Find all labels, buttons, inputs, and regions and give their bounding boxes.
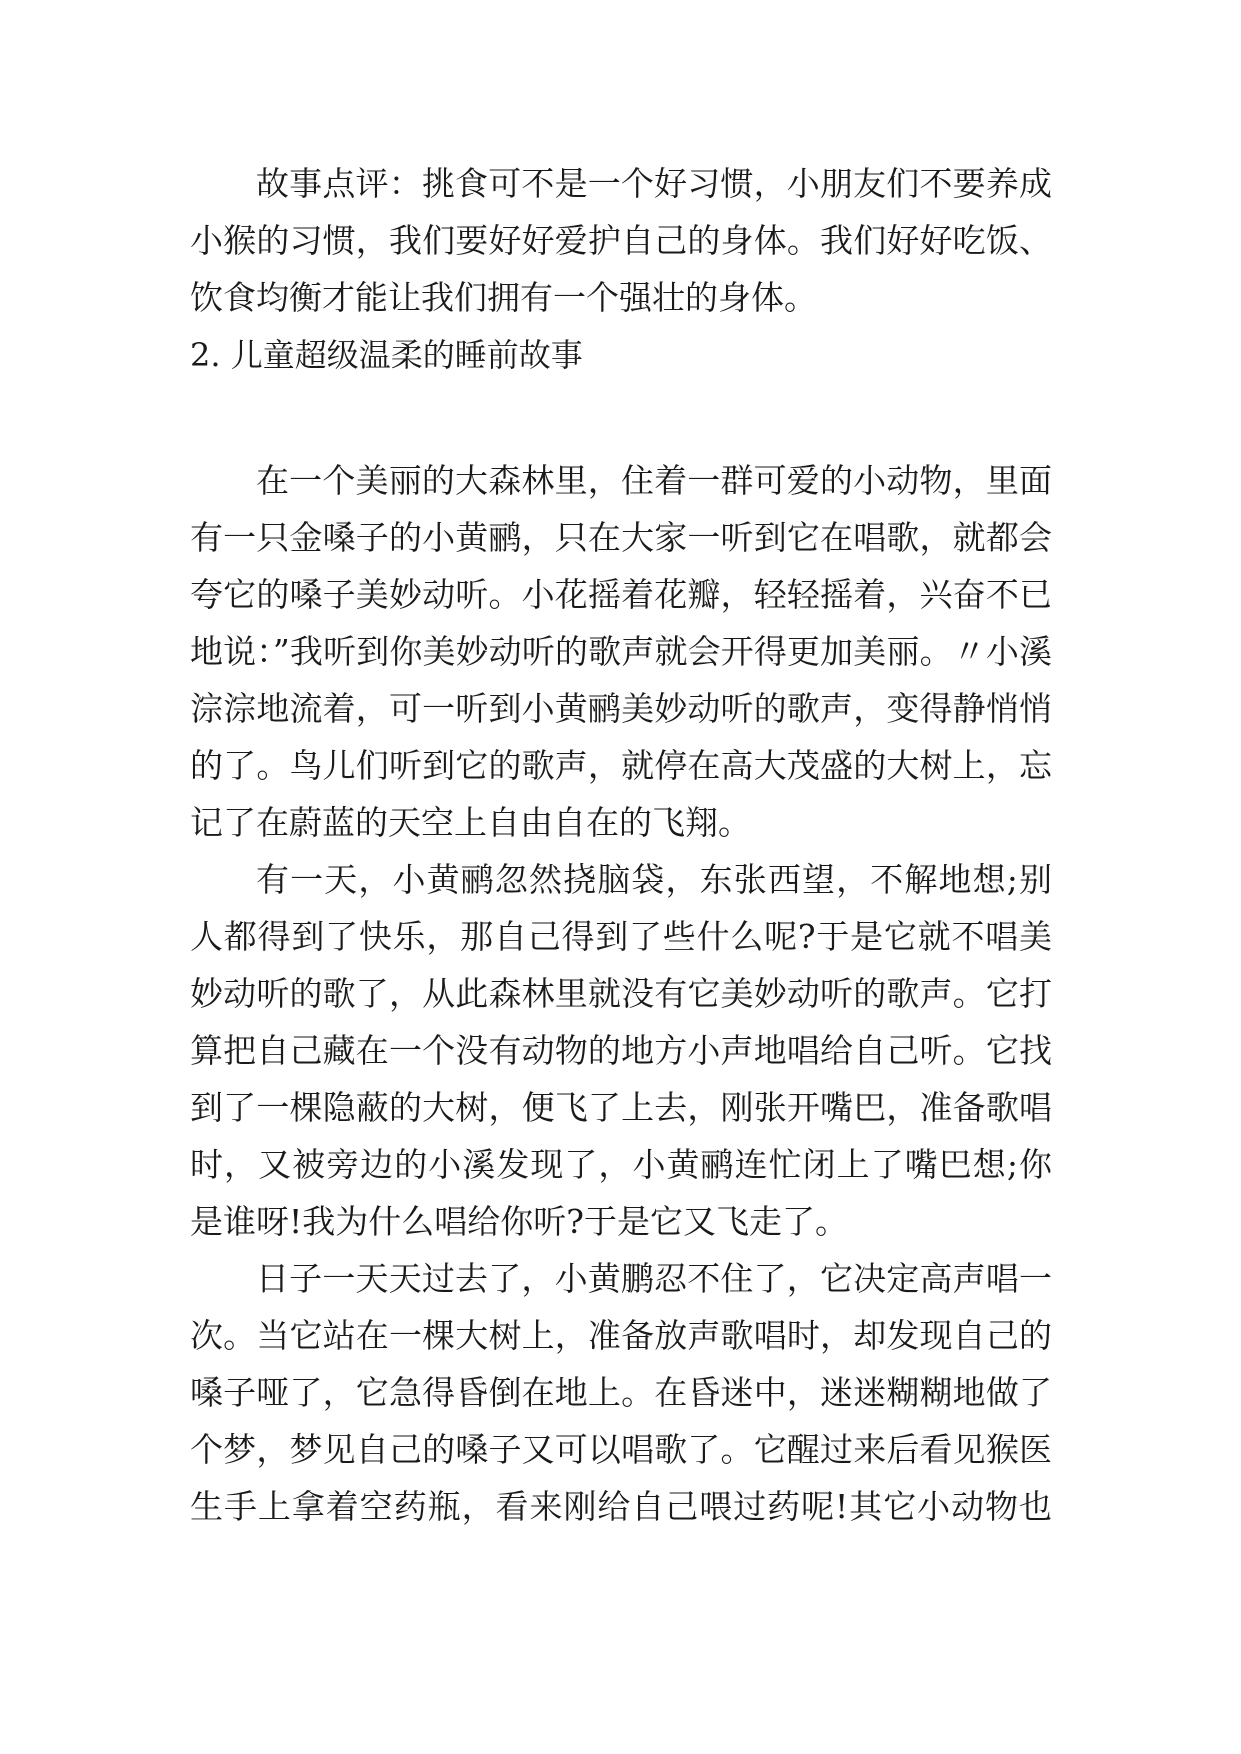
paragraph-line: 有一天，小黄鹂忽然挠脑袋，东张西望，不解地想;别 [256,860,1052,899]
section-heading: 2. 儿童超级温柔的睡前故事 [190,336,583,374]
paragraph-line: 算把自己藏在一个没有动物的地方小声地唱给自己听。它找 [190,1031,1052,1070]
paragraph-line: 人都得到了快乐，那自己得到了些什么呢?于是它就不唱美 [190,917,1052,956]
paragraph-line: 妙动听的歌了，从此森林里就没有它美妙动听的歌声。它打 [190,974,1052,1013]
paragraph-line: 个梦，梦见自己的嗓子又可以唱歌了。它醒过来后看见猴医 [190,1430,1052,1469]
paragraph-line: 淙淙地流着，可一听到小黄鹂美妙动听的歌声，变得静悄悄 [190,689,1052,728]
paragraph-line: 记了在蔚蓝的天空上自由自在的飞翔。 [190,803,751,842]
paragraph-line: 嗓子哑了，它急得昏倒在地上。在昏迷中，迷迷糊糊地做了 [190,1373,1052,1412]
paragraph-line: 时，又被旁边的小溪发现了，小黄鹂连忙闭上了嘴巴想;你 [190,1145,1052,1184]
paragraph-line: 小猴的习惯，我们要好好爱护自己的身体。我们好好吃饭、 [190,221,1052,260]
paragraph-line: 到了一棵隐蔽的大树，便飞了上去，刚张开嘴巴，准备歌唱 [190,1088,1052,1127]
paragraph-line: 在一个美丽的大森林里，住着一群可爱的小动物，里面 [256,461,1052,500]
paragraph-line: 故事点评：挑食可不是一个好习惯，小朋友们不要养成 [256,164,1052,203]
paragraph-line: 是谁呀!我为什么唱给你听?于是它又飞走了。 [190,1202,848,1241]
paragraph-line: 地说：”我听到你美妙动听的歌声就会开得更加美丽。〃小溪 [190,632,1052,671]
paragraph-line: 有一只金嗓子的小黄鹂，只在大家一听到它在唱歌，就都会 [190,518,1052,557]
paragraph-line: 饮食均衡才能让我们拥有一个强壮的身体。 [190,278,817,317]
paragraph-line: 夸它的嗓子美妙动听。小花摇着花瓣，轻轻摇着，兴奋不已 [190,575,1052,614]
paragraph-line: 生手上拿着空药瓶，看来刚给自己喂过药呢!其它小动物也 [190,1487,1052,1526]
paragraph-line: 的了。鸟儿们听到它的歌声，就停在高大茂盛的大树上，忘 [190,746,1052,785]
paragraph-line: 次。当它站在一棵大树上，准备放声歌唱时，却发现自己的 [190,1316,1052,1355]
paragraph-line: 日子一天天过去了，小黄鹏忍不住了，它决定高声唱一 [256,1259,1052,1298]
